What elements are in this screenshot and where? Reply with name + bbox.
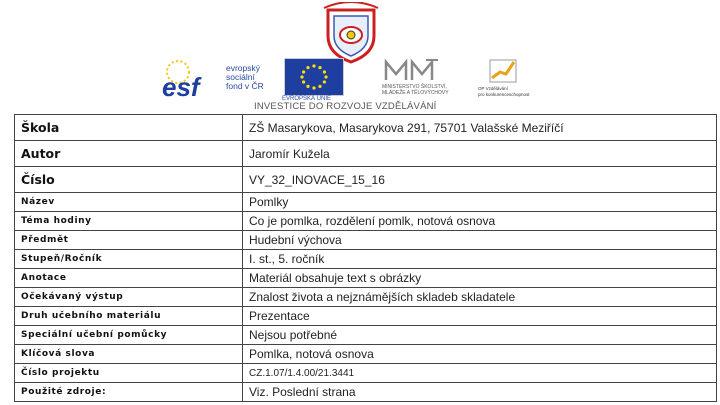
table-row (15, 212, 717, 231)
op-text: OP Vzdělávání pro konkurenceschopnost (478, 86, 530, 97)
row-value-pomucky: Nejsou potřebné (243, 326, 717, 345)
row-label-cislo-projektu: Číslo projektu (15, 364, 243, 383)
row-value-cislo-projektu: CZ.1.07/1.4.00/21.3441 (243, 364, 717, 383)
row-label-zdroje: Použité zdroje: (15, 383, 243, 402)
row-label-vystup: Očekávaný výstup (15, 288, 243, 307)
row-label-tema: Téma hodiny (15, 212, 243, 231)
table-row (15, 250, 717, 269)
row-label-pomucky: Speciální učební pomůcky (15, 326, 243, 345)
row-value-anotace: Materiál obsahuje text s obrázky (243, 269, 717, 288)
row-value-vystup: Znalost života a nejznámějších skladeb skladatele (243, 288, 717, 307)
table-row (15, 383, 717, 402)
esf-mark: esf (162, 72, 200, 100)
eu-flag-icon (284, 58, 344, 96)
table-row (15, 345, 717, 364)
esf-logo (162, 58, 277, 100)
row-label-skola: Škola (15, 115, 243, 141)
table-row (15, 167, 717, 193)
row-value-druh: Prezentace (243, 307, 717, 326)
row-value-tema: Co je pomlka, rozdělení pomlk, notová osnova (243, 212, 717, 231)
row-value-autor: Jaromír Kužela (243, 141, 717, 167)
row-value-skola: ZŠ Masarykova, Masarykova 291, 75701 Valašské Meziříčí (243, 115, 717, 141)
table-row (15, 141, 717, 167)
eu-text: EVROPSKÁ UNIE (282, 96, 332, 102)
row-label-nazev: Název (15, 193, 243, 212)
table-row (15, 364, 717, 383)
info-table (14, 114, 717, 402)
row-label-autor: Autor (15, 141, 243, 167)
table-row (15, 193, 717, 212)
row-label-klicova-slova: Klíčová slova (15, 345, 243, 364)
esf-text: evropský sociální fond v ČR (226, 63, 264, 91)
row-value-predmet: Hudební výchova (243, 231, 717, 250)
row-value-klicova-slova: Pomlka, notová osnova (243, 345, 717, 364)
table-row (15, 231, 717, 250)
row-label-druh: Druh učebního materiálu (15, 307, 243, 326)
row-label-cislo: Číslo (15, 167, 243, 193)
row-label-stupen: Stupeň/Ročník (15, 250, 243, 269)
table-row (15, 326, 717, 345)
table-row (15, 307, 717, 326)
school-emblem-logo (318, 2, 384, 64)
table-row (15, 115, 717, 141)
op-logo (478, 58, 568, 106)
eu-logo (284, 58, 388, 100)
msmt-text: MINISTERSTVO ŠKOLSTVÍ, MLÁDEŽE A TĚLOVÝCHOVY (382, 84, 449, 96)
row-value-nazev: Pomlky (243, 193, 717, 212)
table-row (15, 288, 717, 307)
table-row (15, 269, 717, 288)
invest-banner-text: INVESTICE DO ROZVOJE VZDĚLÁVÁNÍ (254, 101, 437, 112)
row-value-cislo: VY_32_INOVACE_15_16 (243, 167, 717, 193)
row-value-zdroje: Viz. Poslední strana (243, 383, 717, 402)
row-label-anotace: Anotace (15, 269, 243, 288)
row-label-predmet: Předmět (15, 231, 243, 250)
msmt-logo (382, 58, 462, 106)
row-value-stupen: I. st., 5. ročník (243, 250, 717, 269)
